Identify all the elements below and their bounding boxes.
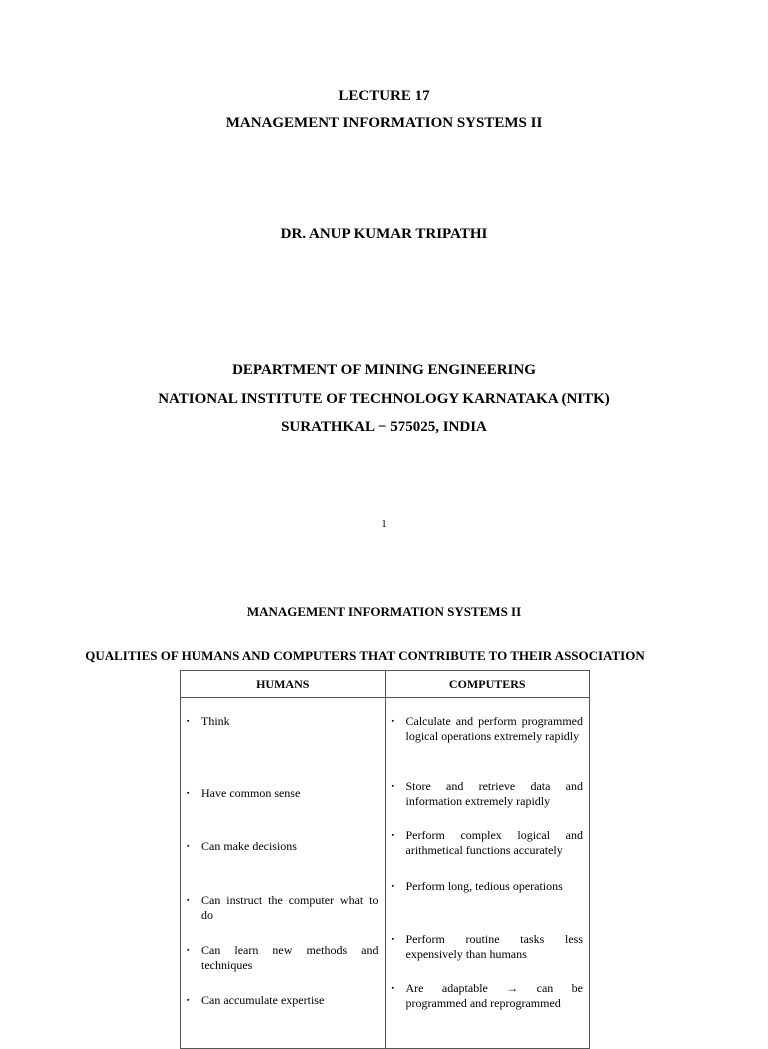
list-item <box>392 714 584 744</box>
department-name: DEPARTMENT OF MINING ENGINEERING <box>232 362 536 378</box>
humans-column <box>181 698 386 1049</box>
list-item-text: Can make decisions <box>201 839 297 853</box>
bullet-icon: ▪ <box>187 789 190 797</box>
bullet-icon: ▪ <box>391 984 394 992</box>
header-humans: HUMANS <box>181 671 386 698</box>
list-item-text: Are adaptable → can be programmed and reprogrammed <box>405 981 583 1010</box>
table-header-row <box>181 671 590 698</box>
list-item-text: Calculate and perform programmed logical operations extremely rapidly <box>405 714 583 743</box>
bullet-icon: ▪ <box>187 717 190 725</box>
bullet-icon: ▪ <box>391 882 394 890</box>
course-heading: MANAGEMENT INFORMATION SYSTEMS II <box>246 604 522 619</box>
institute-location: SURATHKAL − 575025, INDIA <box>281 419 487 435</box>
page-number: 1 <box>381 518 387 530</box>
course-title: MANAGEMENT INFORMATION SYSTEMS II <box>225 115 543 131</box>
list-item <box>392 779 584 809</box>
computers-column <box>385 698 590 1049</box>
lecture-title: LECTURE 17 <box>338 88 430 104</box>
list-item <box>187 893 379 923</box>
list-item <box>392 879 584 894</box>
table-row <box>181 698 590 1049</box>
bullet-icon: ▪ <box>187 946 190 954</box>
author-name: DR. ANUP KUMAR TRIPATHI <box>280 226 488 242</box>
bullet-icon: ▪ <box>391 831 394 839</box>
section-heading: QUALITIES OF HUMANS AND COMPUTERS THAT CONTRIBUTE TO THEIR ASSOCIATION <box>85 648 645 663</box>
list-item <box>187 786 379 801</box>
list-item <box>187 839 379 854</box>
list-item-text: Can learn new methods and techniques <box>201 943 379 972</box>
bullet-icon: ▪ <box>391 717 394 725</box>
bullet-icon: ▪ <box>391 935 394 943</box>
bullet-icon: ▪ <box>187 896 190 904</box>
list-item-text: Perform long, tedious operations <box>405 879 563 893</box>
list-item <box>392 981 584 1011</box>
list-item-text: Can instruct the computer what to do <box>201 893 379 922</box>
list-item <box>392 828 584 858</box>
list-item-text: Perform routine tasks less expensively than humans <box>405 932 583 961</box>
institute-name: NATIONAL INSTITUTE OF TECHNOLOGY KARNATAKA (NITK) <box>158 391 610 407</box>
bullet-icon: ▪ <box>187 996 190 1004</box>
list-item <box>392 932 584 962</box>
header-computers: COMPUTERS <box>385 671 590 698</box>
bullet-icon: ▪ <box>187 842 190 850</box>
list-item <box>187 993 379 1008</box>
list-item-text: Think <box>201 714 230 728</box>
list-item <box>187 943 379 973</box>
list-item-text: Perform complex logical and arithmetical functions accurately <box>405 828 583 857</box>
list-item-text: Have common sense <box>201 786 301 800</box>
qualities-table <box>180 670 590 1049</box>
list-item <box>187 714 379 729</box>
list-item-text: Store and retrieve data and information extremely rapidly <box>405 779 583 808</box>
list-item-text: Can accumulate expertise <box>201 993 325 1007</box>
bullet-icon: ▪ <box>391 782 394 790</box>
